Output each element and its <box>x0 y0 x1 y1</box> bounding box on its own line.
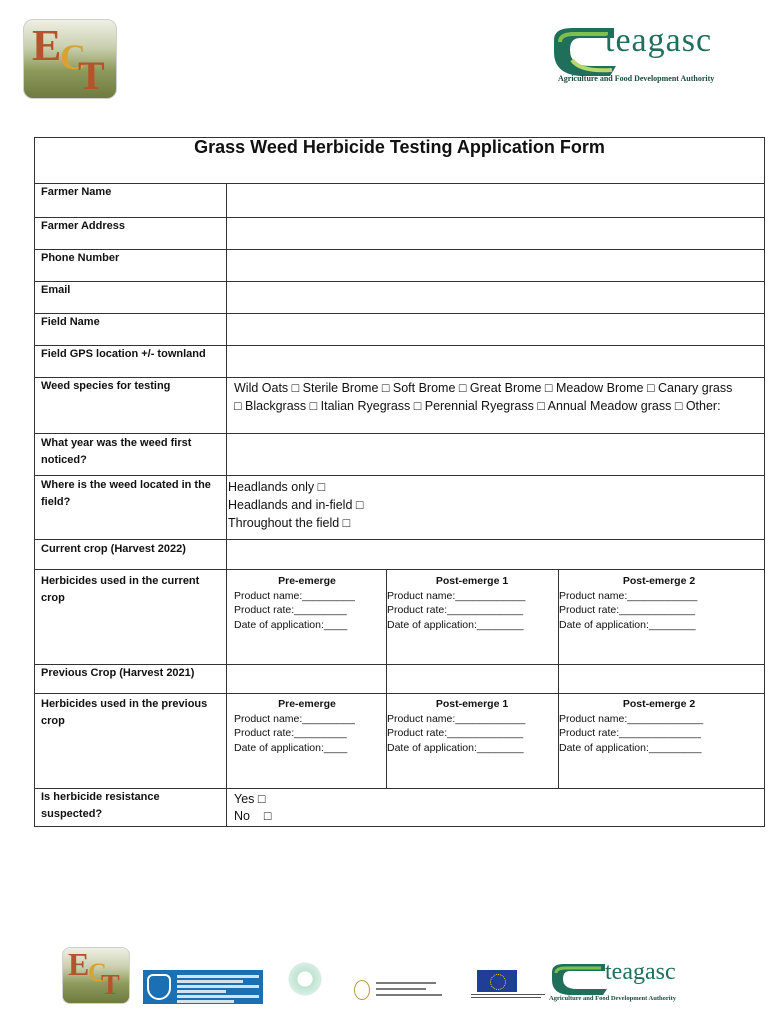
ect-logo <box>23 19 117 99</box>
year-noticed-field[interactable] <box>227 433 764 474</box>
current-crop-label: Current crop (Harvest 2022) <box>41 543 186 555</box>
ect-logo-c: C <box>60 37 86 77</box>
form-title: Grass Weed Herbicide Testing Application Form <box>194 137 605 157</box>
previous-post-emerge-2-cell[interactable] <box>559 697 759 755</box>
phone-number-label: Phone Number <box>41 252 120 264</box>
footer-ect-logo <box>62 947 130 1004</box>
previous-post-emerge-2-date[interactable]: Date of application:_________ <box>559 741 702 754</box>
ect-logo-e: E <box>32 21 62 70</box>
weed-location-label: Where is the weed located in the field? <box>41 479 211 508</box>
eu-flag-icon <box>477 970 517 992</box>
previous-post-emerge-2-heading: Post-emerge 2 <box>622 698 696 710</box>
footer-teagasc-tagline: Agriculture and Food Development Authority <box>549 995 676 1002</box>
previous-pre-emerge-cell[interactable] <box>234 697 380 755</box>
herbicides-previous-label: Herbicides used in the previous crop <box>41 698 208 727</box>
current-post-emerge-1-heading: Post-emerge 1 <box>435 575 509 587</box>
previous-crop-label: Previous Crop (Harvest 2021) <box>41 667 195 679</box>
previous-pre-emerge-product-name[interactable]: Product name:_________ <box>234 712 355 725</box>
current-pre-emerge-product-rate[interactable]: Product rate:_________ <box>234 604 347 616</box>
farmer-address-field[interactable] <box>227 217 764 248</box>
email-field[interactable] <box>227 281 764 312</box>
previous-post-emerge-1-product-name[interactable]: Product name:____________ <box>387 712 526 725</box>
previous-post-emerge-2-product-name[interactable]: Product name:_____________ <box>559 712 704 725</box>
department-of-agriculture-logo <box>354 978 444 1002</box>
previous-pre-emerge-date[interactable]: Date of application:____ <box>234 741 348 754</box>
footer-ect-logo-e: E <box>68 947 90 982</box>
current-post-emerge-2-product-name[interactable]: Product name:____________ <box>559 589 698 602</box>
previous-pre-emerge-heading: Pre-emerge <box>278 698 336 710</box>
resistance-suspected-label: Is herbicide resistance suspected? <box>41 791 160 820</box>
farmer-address-label: Farmer Address <box>41 220 125 232</box>
previous-post-emerge-2-product-rate[interactable]: Product rate:______________ <box>559 727 701 739</box>
footer-teagasc-wordmark: teagasc <box>605 959 676 985</box>
phone-number-field[interactable] <box>227 249 764 280</box>
weed-location-option-throughout[interactable]: Throughout the field □ <box>228 516 351 530</box>
resistance-no-option[interactable]: No □ <box>234 809 272 823</box>
harp-badge-icon <box>354 980 370 1000</box>
current-post-emerge-1-product-rate[interactable]: Product rate:_____________ <box>387 604 524 616</box>
eu-agricultural-fund-logo <box>471 970 547 1000</box>
previous-pre-emerge-product-rate[interactable]: Product rate:_________ <box>234 727 347 739</box>
previous-post-emerge-1-heading: Post-emerge 1 <box>435 698 509 710</box>
farmer-name-label: Farmer Name <box>41 186 112 198</box>
footer-teagasc-logo <box>549 959 689 1007</box>
year-noticed-label: What year was the weed first noticed? <box>41 437 192 466</box>
current-pre-emerge-heading: Pre-emerge <box>278 575 336 587</box>
field-name-label: Field Name <box>41 316 100 328</box>
footer-teagasc-swoosh-icon <box>549 963 609 999</box>
weed-location-option-headlands[interactable]: Headlands only □ <box>228 480 326 494</box>
current-post-emerge-1-cell[interactable] <box>387 574 557 632</box>
weed-species-label: Weed species for testing <box>41 380 171 392</box>
current-post-emerge-1-product-name[interactable]: Product name:____________ <box>387 589 526 602</box>
herbicides-current-label: Herbicides used in the current crop <box>41 575 200 604</box>
current-post-emerge-2-date[interactable]: Date of application:________ <box>559 618 696 631</box>
eip-agri-logo <box>284 958 326 1000</box>
gps-location-field[interactable] <box>227 345 764 376</box>
current-post-emerge-2-heading: Post-emerge 2 <box>622 575 696 587</box>
teagasc-wordmark: teagasc <box>605 22 713 59</box>
current-post-emerge-2-product-rate[interactable]: Product rate:_____________ <box>559 604 696 616</box>
footer-ect-logo-c: C <box>88 958 107 987</box>
previous-post-emerge-1-cell[interactable] <box>387 697 557 755</box>
teagasc-tagline: Agriculture and Food Development Authority <box>558 74 715 83</box>
ireland-eu-programme-logo <box>143 970 263 1004</box>
current-post-emerge-2-cell[interactable] <box>559 574 759 632</box>
current-post-emerge-1-date[interactable]: Date of application:________ <box>387 618 524 631</box>
previous-post-emerge-1-product-rate[interactable]: Product rate:_____________ <box>387 727 524 739</box>
current-crop-field[interactable] <box>227 539 764 568</box>
current-pre-emerge-date[interactable]: Date of application:____ <box>234 618 348 631</box>
current-pre-emerge-cell[interactable] <box>234 574 380 632</box>
gps-location-label: Field GPS location +/- townland <box>41 348 206 360</box>
email-label: Email <box>41 284 71 296</box>
weed-species-options[interactable]: Wild Oats □ Sterile Brome □ Soft Brome □ Great Brome □ Meadow Brome □ Canary grass □ Blackgrass □ Italian Ryegrass □ Perennial Ryegrass □ Annual Meadow grass □ Other: <box>234 381 733 413</box>
programme-text-graphic <box>177 973 259 1005</box>
footer-ect-logo-t: T <box>101 970 120 1001</box>
previous-crop-field[interactable] <box>227 664 764 692</box>
farmer-name-field[interactable] <box>227 183 764 215</box>
previous-post-emerge-1-date[interactable]: Date of application:________ <box>387 741 524 754</box>
ect-logo-t: T <box>78 53 105 98</box>
current-pre-emerge-product-name[interactable]: Product name:_________ <box>234 589 355 602</box>
weed-location-option-headlands-infield[interactable]: Headlands and in-field □ <box>228 498 364 512</box>
harp-icon <box>147 974 171 1000</box>
resistance-yes-option[interactable]: Yes □ <box>234 792 266 806</box>
teagasc-logo <box>550 22 715 92</box>
field-name-field[interactable] <box>227 313 764 344</box>
